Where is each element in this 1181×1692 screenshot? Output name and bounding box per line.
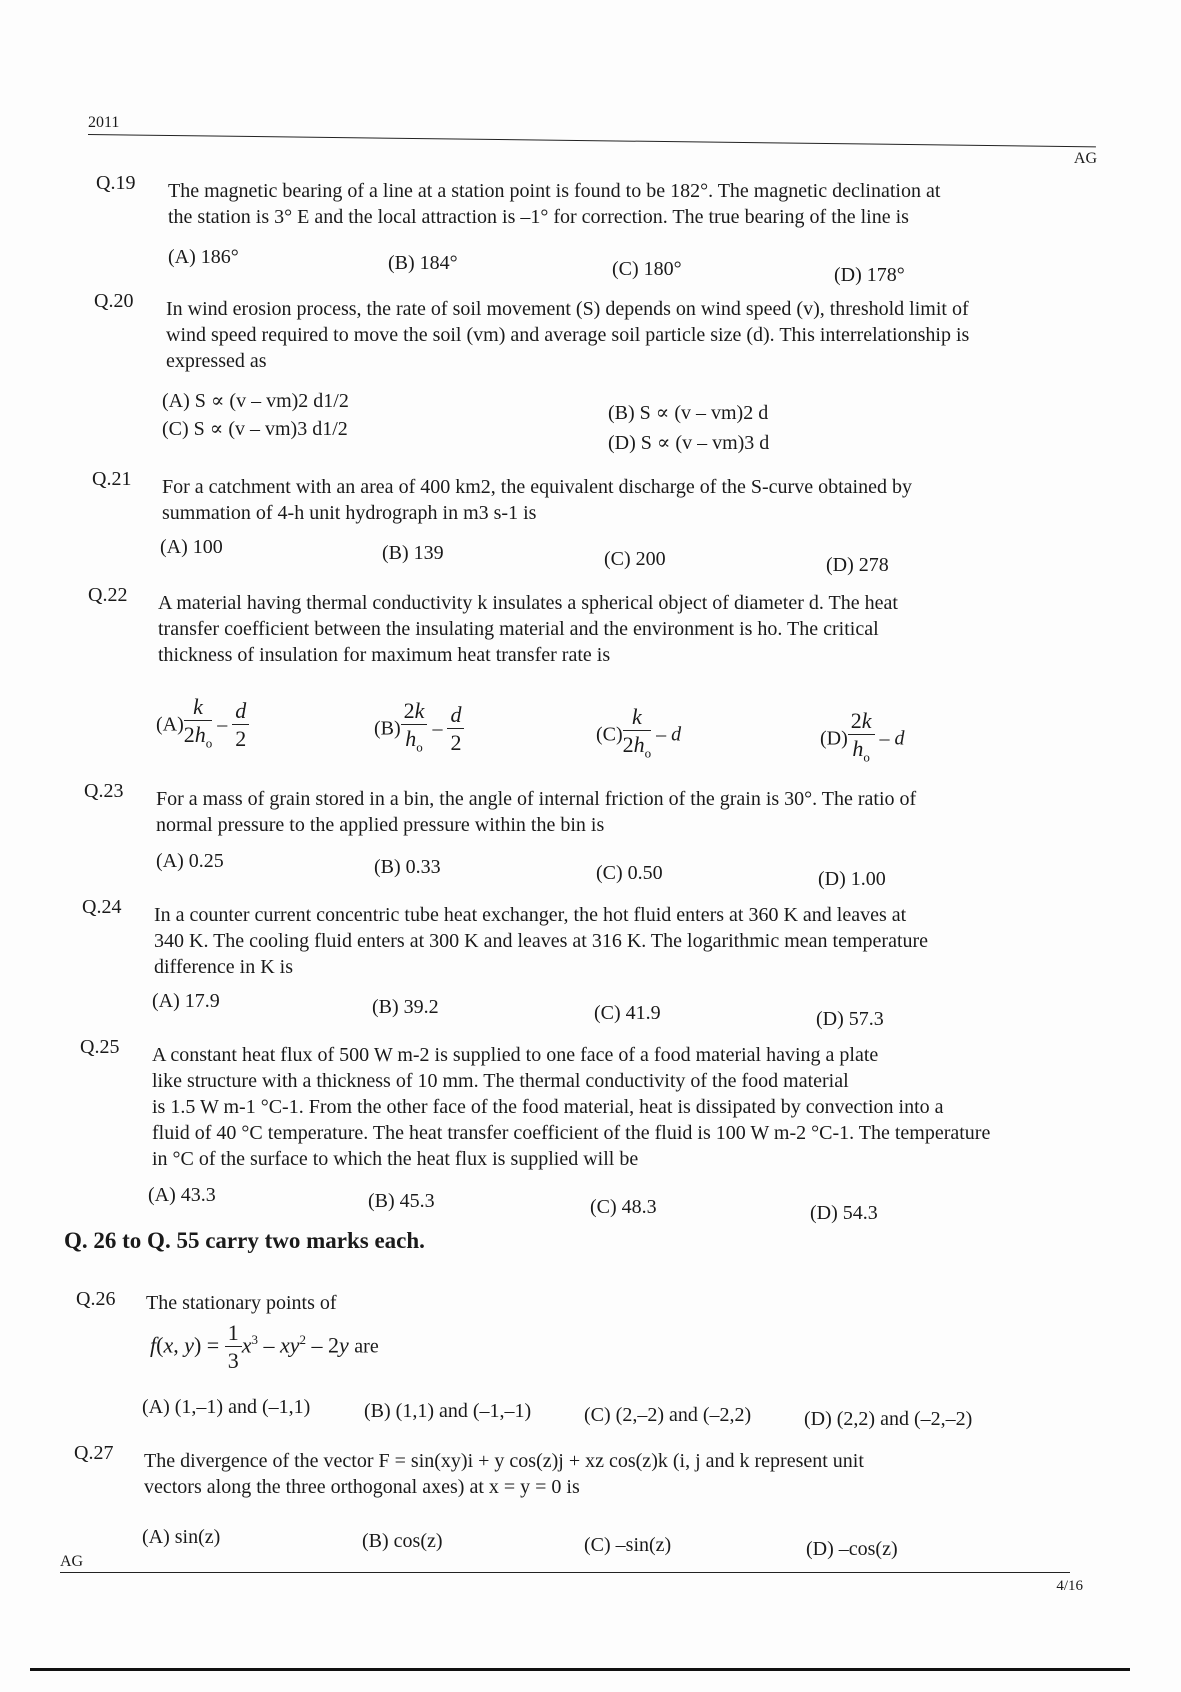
question-number: Q.20: [94, 290, 134, 312]
option-a: (A) 186°: [168, 246, 239, 268]
option-b: (B) 39.2: [372, 996, 439, 1018]
question-text: In wind erosion process, the rate of soil movement (S) depends on wind speed (v), threshold limit of wind speed required to move the soil (vm) and average soil particle size (d). This interrelationship is expressed as: [166, 298, 970, 372]
option-c: (C) $\frac{k}{2h_o}$ – d: [596, 704, 682, 761]
question-text: For a mass of grain stored in a bin, the angle of internal friction of the grain is 30°. The ratio of normal pressure to the applied pressure within the bin is: [156, 788, 917, 836]
option-d: (D) (2,2) and (–2,–2): [804, 1408, 973, 1430]
formula: f(x, y) = $\frac{1}{3}$ $x^3 - xy^2 - 2y$ are: [150, 1320, 379, 1373]
question-number: Q.19: [96, 172, 136, 194]
bottom-rule: [30, 1668, 1130, 1671]
option-b: (B) 139: [382, 542, 444, 564]
option-c: (C) 180°: [612, 258, 682, 280]
question-text: The stationary points of: [146, 1292, 337, 1314]
option-c: (C) –sin(z): [584, 1534, 672, 1556]
page-number: 4/16: [1056, 1578, 1083, 1594]
option-a: (A) 17.9: [152, 990, 220, 1012]
option-b: (B) 0.33: [374, 856, 441, 878]
option-b: (B) 184°: [388, 252, 458, 274]
option-d: (D) $\frac{2k}{h_o}$ – d: [820, 708, 905, 765]
option-d: (D) 54.3: [810, 1202, 878, 1224]
footer-rule: [60, 1572, 1070, 1573]
option-d: (D) S ∝ (v – vm)3 d: [608, 432, 770, 454]
option-b: (B) cos(z): [362, 1530, 443, 1552]
option-d: (D) –cos(z): [806, 1538, 898, 1560]
option-c: (C) S ∝ (v – vm)3 d1/2: [162, 418, 348, 440]
option-a: (A) sin(z): [142, 1526, 221, 1548]
option-c: (C) 48.3: [590, 1196, 657, 1218]
option-d: (D) 278: [826, 554, 889, 576]
option-c: (C) 0.50: [596, 862, 663, 884]
question-number: Q.22: [88, 584, 128, 606]
header-paper-code: AG: [1073, 150, 1097, 167]
option-b: (B) S ∝ (v – vm)2 d: [608, 402, 769, 424]
question-text: The magnetic bearing of a line at a station point is found to be 182°. The magnetic declination at the station is 3° E and the local attraction is –1° for correction. The true bearing of the line is: [168, 180, 941, 228]
option-b: (B) 45.3: [368, 1190, 435, 1212]
question-text: A material having thermal conductivity k insulates a spherical object of diameter d. The heat transfer coefficient between the insulating material and the environment is ho. The critical thickness of insulation for maximum heat transfer rate is: [158, 592, 898, 666]
option-a: (A) (1,–1) and (–1,1): [142, 1396, 311, 1418]
question-text: In a counter current concentric tube heat exchanger, the hot fluid enters at 360 K and leaves at 340 K. The cooling fluid enters at 300 K and leaves at 316 K. The logarithmic mean temperature difference in K is: [154, 904, 929, 978]
question-number: Q.26: [76, 1288, 116, 1310]
question-number: Q.25: [80, 1036, 120, 1058]
option-b: (B) $\frac{2k}{h_o}$ – $\frac{d}{2}$: [374, 698, 464, 761]
section-heading: Q. 26 to Q. 55 carry two marks each.: [64, 1228, 425, 1253]
question-number: Q.27: [74, 1442, 114, 1464]
option-d: (D) 178°: [834, 264, 905, 286]
option-a: (A) S ∝ (v – vm)2 d1/2: [162, 390, 349, 412]
question-text: The divergence of the vector F = sin(xy)i + y cos(z)j + xz cos(z)k (i, j and k represent unit vectors along the three orthogonal axes) at x = y = 0 is: [144, 1450, 864, 1498]
option-d: (D) 1.00: [818, 868, 886, 890]
question-number: Q.21: [92, 468, 132, 490]
option-b: (B) (1,1) and (–1,–1): [364, 1400, 532, 1422]
option-a: (A) 43.3: [148, 1184, 216, 1206]
option-c: (C) 41.9: [594, 1002, 661, 1024]
option-a: (A) 0.25: [156, 850, 224, 872]
header-rule: [88, 134, 1096, 147]
question-number: Q.23: [84, 780, 124, 802]
header-year: 2011: [88, 114, 120, 131]
option-c: (C) (2,–2) and (–2,2): [584, 1404, 752, 1426]
question-text: For a catchment with an area of 400 km2, the equivalent discharge of the S-curve obtained by summation of 4-h unit hydrograph in m3 s-1 is: [162, 476, 912, 524]
option-c: (C) 200: [604, 548, 666, 570]
option-a: (A) 100: [160, 536, 223, 558]
option-d: (D) 57.3: [816, 1008, 884, 1030]
question-text: A constant heat flux of 500 W m-2 is supplied to one face of a food material having a plate like structure with a thickness of 10 mm. The thermal conductivity of the food material is 1.5 W m-1 °C-1. From the other face of the food material, heat is dissipated by convection into a fluid of 40 °C temperature. The heat transfer coefficient of the fluid is 100 W m-2 °C-1. The temperature in °C of the surface to which the heat flux is supplied will be: [152, 1044, 991, 1170]
question-number: Q.24: [82, 896, 122, 918]
footer-paper-code: AG: [60, 1553, 84, 1570]
option-a: (A) $\frac{k}{2h_o}$ – $\frac{d}{2}$: [156, 694, 249, 757]
